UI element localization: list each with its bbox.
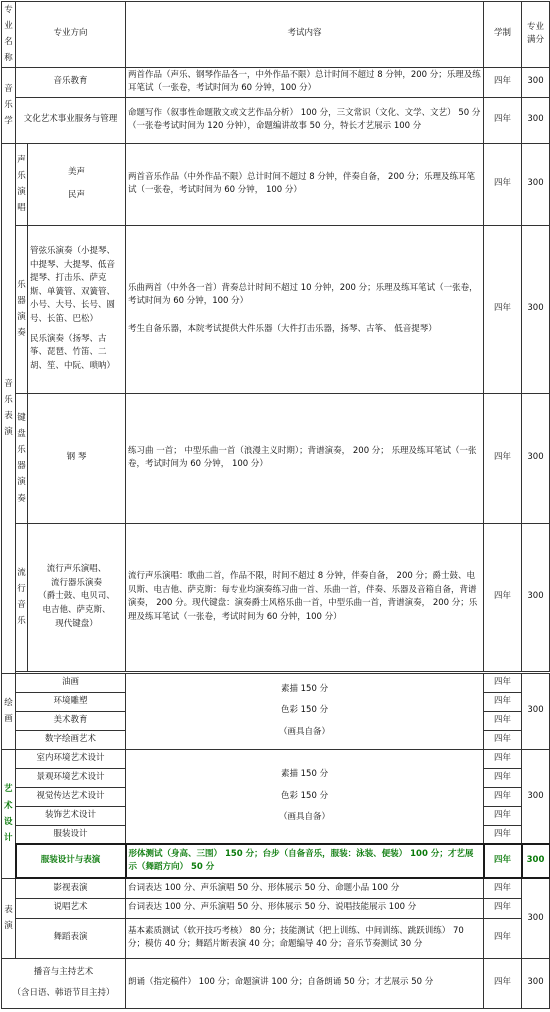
years-cell: 四年 (484, 523, 522, 671)
direction-cell: 室内环境艺术设计 (16, 749, 126, 768)
table-row (2, 749, 550, 768)
direction-cell: 装饰艺术设计 (16, 806, 126, 825)
table-row (2, 97, 550, 143)
years-cell: 四年 (484, 393, 522, 523)
header-content: 考试内容 (126, 2, 484, 68)
score-cell: 300 (522, 67, 550, 97)
content-cell: 两首音乐作品（中外作品不限）总计时间不超过 8 分钟，伴奏自备， 200 分；乐理及练耳笔试（一张卷，考试时间为 60 分钟， 100 分） (126, 143, 484, 225)
direction-cell: 影视表演 (16, 878, 126, 898)
direction-cell: 视觉传达艺术设计 (16, 787, 126, 806)
score-cell: 300 (522, 393, 550, 523)
direction-item: 现代键盘） (55, 618, 98, 629)
score-cell: 300 (522, 97, 550, 143)
direction-item: 流行器乐演奏 (51, 577, 103, 588)
direction-item: 民声 (68, 190, 86, 201)
years-cell: 四年 (484, 711, 522, 730)
major-cell: 绘画 (2, 673, 16, 749)
years-cell: 四年 (484, 749, 522, 768)
content-cell (126, 225, 484, 393)
direction-cell: 油画 (16, 673, 126, 692)
years-cell: 四年 (484, 898, 522, 918)
table-row (2, 898, 550, 918)
direction-cell: 服装设计 (16, 825, 126, 844)
table-row (2, 673, 550, 692)
table-row (2, 225, 550, 393)
years-cell: 四年 (484, 692, 522, 711)
direction-cell: 美术教育 (16, 711, 126, 730)
years-cell: 四年 (484, 806, 522, 825)
direction-cell: 景观环境艺术设计 (16, 768, 126, 787)
content-cell: 练习曲 一首； 中型乐曲一首（浪漫主义时期）；背谱演奏， 200 分； 乐理及练耳笔试（一张卷，考试时间为 60 分钟， 100 分） (126, 393, 484, 523)
score-cell: 300 (522, 844, 550, 878)
direction-item: 流行声乐演唱、 (46, 564, 107, 575)
major-cell: 音乐学 (2, 67, 16, 143)
years-cell: 四年 (484, 878, 522, 898)
content-item: 素描 150 分 (280, 683, 329, 694)
direction-item: （含日语、韩语节目主持） (12, 988, 115, 999)
years-cell: 四年 (484, 918, 522, 958)
direction-item: 电吉他、萨克斯、 (42, 605, 111, 616)
content-cell: 基本素质测试（软开技巧考核） 80 分；技能测试（把上训练、中间训练、跳跃训练） 70 分；模仿 40 分；舞蹈片断表演 40 分；命题编导 40 分；音乐节奏测试 30 分 (126, 918, 484, 958)
score-cell: 300 (522, 673, 550, 749)
table-row (2, 958, 550, 1008)
years-cell: 四年 (484, 225, 522, 393)
table-row (2, 523, 550, 671)
years-cell: 四年 (484, 143, 522, 225)
content-item: 色彩 150 分 (280, 705, 329, 716)
group-cell: 流行音乐 (16, 523, 28, 671)
years-cell: 四年 (484, 768, 522, 787)
direction-cell: 说唱艺术 (16, 898, 126, 918)
header-major: 专业名称 (2, 2, 16, 68)
group-cell: 声乐演唱 (16, 143, 28, 225)
content-cell: 台词表达 100 分、声乐演唱 50 分、形体展示 50 分、说唱技能展示 100 分 (126, 898, 484, 918)
direction-cell (28, 143, 126, 225)
table-row (2, 918, 550, 958)
score-cell: 300 (522, 523, 550, 671)
table-header-row (2, 2, 550, 68)
years-cell: 四年 (484, 673, 522, 692)
major-cell: 音乐表演 (2, 143, 16, 673)
content-item: （画具自备） (279, 727, 331, 738)
header-years: 学制 (484, 2, 522, 68)
content-cell: 两首作品（声乐、钢琴作品各一，中外作品不限）总计时间不超过 8 分钟，200 分；乐理及练耳笔试（一张卷，考试时间为 60 分钟，100 分） (126, 67, 484, 97)
table-row (2, 143, 550, 225)
content-item: 乐曲两首（中外各一首）背奏总计时间不超过 10 分钟，200 分；乐理及练耳笔试（一张卷，考试时间为 60 分钟，100 分） (128, 282, 478, 307)
header-score: 专业满分 (522, 2, 550, 68)
years-cell: 四年 (484, 958, 522, 1008)
direction-cell (28, 523, 126, 671)
direction-cell: 服装设计与表演 (16, 844, 126, 878)
years-cell: 四年 (484, 825, 522, 844)
years-cell: 四年 (484, 97, 522, 143)
admissions-table (1, 1, 550, 1009)
content-cell: 台词表达 100 分、声乐演唱 50 分、形体展示 50 分、命题小品 100 分 (126, 878, 484, 898)
score-cell: 300 (522, 749, 550, 844)
direction-cell: 钢 琴 (28, 393, 126, 523)
table-row (2, 878, 550, 898)
major-cell: 表演 (2, 878, 16, 958)
direction-cell: 音乐教育 (16, 67, 126, 97)
table-row (2, 393, 550, 523)
direction-cell: 文化艺术事业服务与管理 (16, 97, 126, 143)
score-cell: 300 (522, 225, 550, 393)
content-item: 色彩 150 分 (280, 790, 329, 801)
content-item: 素描 150 分 (280, 769, 329, 780)
table-row (2, 844, 550, 878)
score-cell: 300 (522, 143, 550, 225)
direction-item: 管弦乐演奏（小提琴、中提琴、大提琴、低音提琴、打击乐、萨克斯、单簧管、双簧管、小号、大号、长号、圆号、长笛、巴松） (30, 246, 116, 325)
header-direction: 专业方向 (16, 2, 126, 68)
years-cell: 四年 (484, 67, 522, 97)
major-cell: 艺术设计 (2, 749, 16, 878)
content-cell (126, 749, 484, 844)
content-cell: 形体测试（身高、三围） 150 分；台步（自备音乐，服装：泳装、便装） 100 分；才艺展示（舞蹈方向） 50 分 (126, 844, 484, 878)
group-cell: 乐器演奏 (16, 225, 28, 393)
direction-cell (28, 225, 126, 393)
table-row (2, 67, 550, 97)
content-cell: 朗诵（指定稿件） 100 分；命题演讲 100 分；自备朗诵 50 分；才艺展示 50 分 (126, 958, 484, 1008)
direction-item: 民乐演奏（扬琴、古筝、琵琶、竹笛、二胡、笙、中阮、唢呐） (30, 333, 116, 371)
content-cell: 流行声乐演唱：歌曲二首，作品不限，时间不超过 8 分钟，伴奏自备， 200 分；爵士鼓、电贝斯、电吉他、萨克斯：每专业均演奏练习曲一首、乐曲一首，伴奏、乐器及音箱自备，背谱演奏， 200 分。现代键盘：演奏爵士风格乐曲一首，中型乐曲一首，背谱演奏， 200 分；乐理及练耳笔试（一张卷，考试时间为 60 分钟，100 分） (126, 523, 484, 671)
years-cell: 四年 (484, 787, 522, 806)
direction-item: 播音与主持艺术 (33, 966, 94, 977)
content-item: （画具自备） (279, 812, 331, 823)
content-cell: 命题写作（叙事性命题散文或文艺作品分析） 100 分，三文常识（文化、文学、文艺） 50 分（一张卷考试时间为 120 分钟），命题编讲故事 50 分，特长才艺展示 100 分 (126, 97, 484, 143)
content-item: 考生自备乐器，本院考试提供大件乐器（大件打击乐器，扬琴、古筝、 低音提琴） (128, 324, 437, 335)
direction-cell: 舞蹈表演 (16, 918, 126, 958)
direction-cell: 环境雕塑 (16, 692, 126, 711)
years-cell: 四年 (484, 844, 522, 878)
score-cell: 300 (522, 958, 550, 1008)
direction-cell: 数字绘画艺术 (16, 730, 126, 749)
years-cell: 四年 (484, 730, 522, 749)
direction-item: 美声 (68, 166, 86, 177)
group-cell: 键盘乐器演奏 (16, 393, 28, 523)
content-cell (126, 673, 484, 749)
direction-item: （爵士鼓、电贝司、 (38, 591, 115, 602)
score-cell: 300 (522, 878, 550, 958)
direction-cell (2, 958, 126, 1008)
